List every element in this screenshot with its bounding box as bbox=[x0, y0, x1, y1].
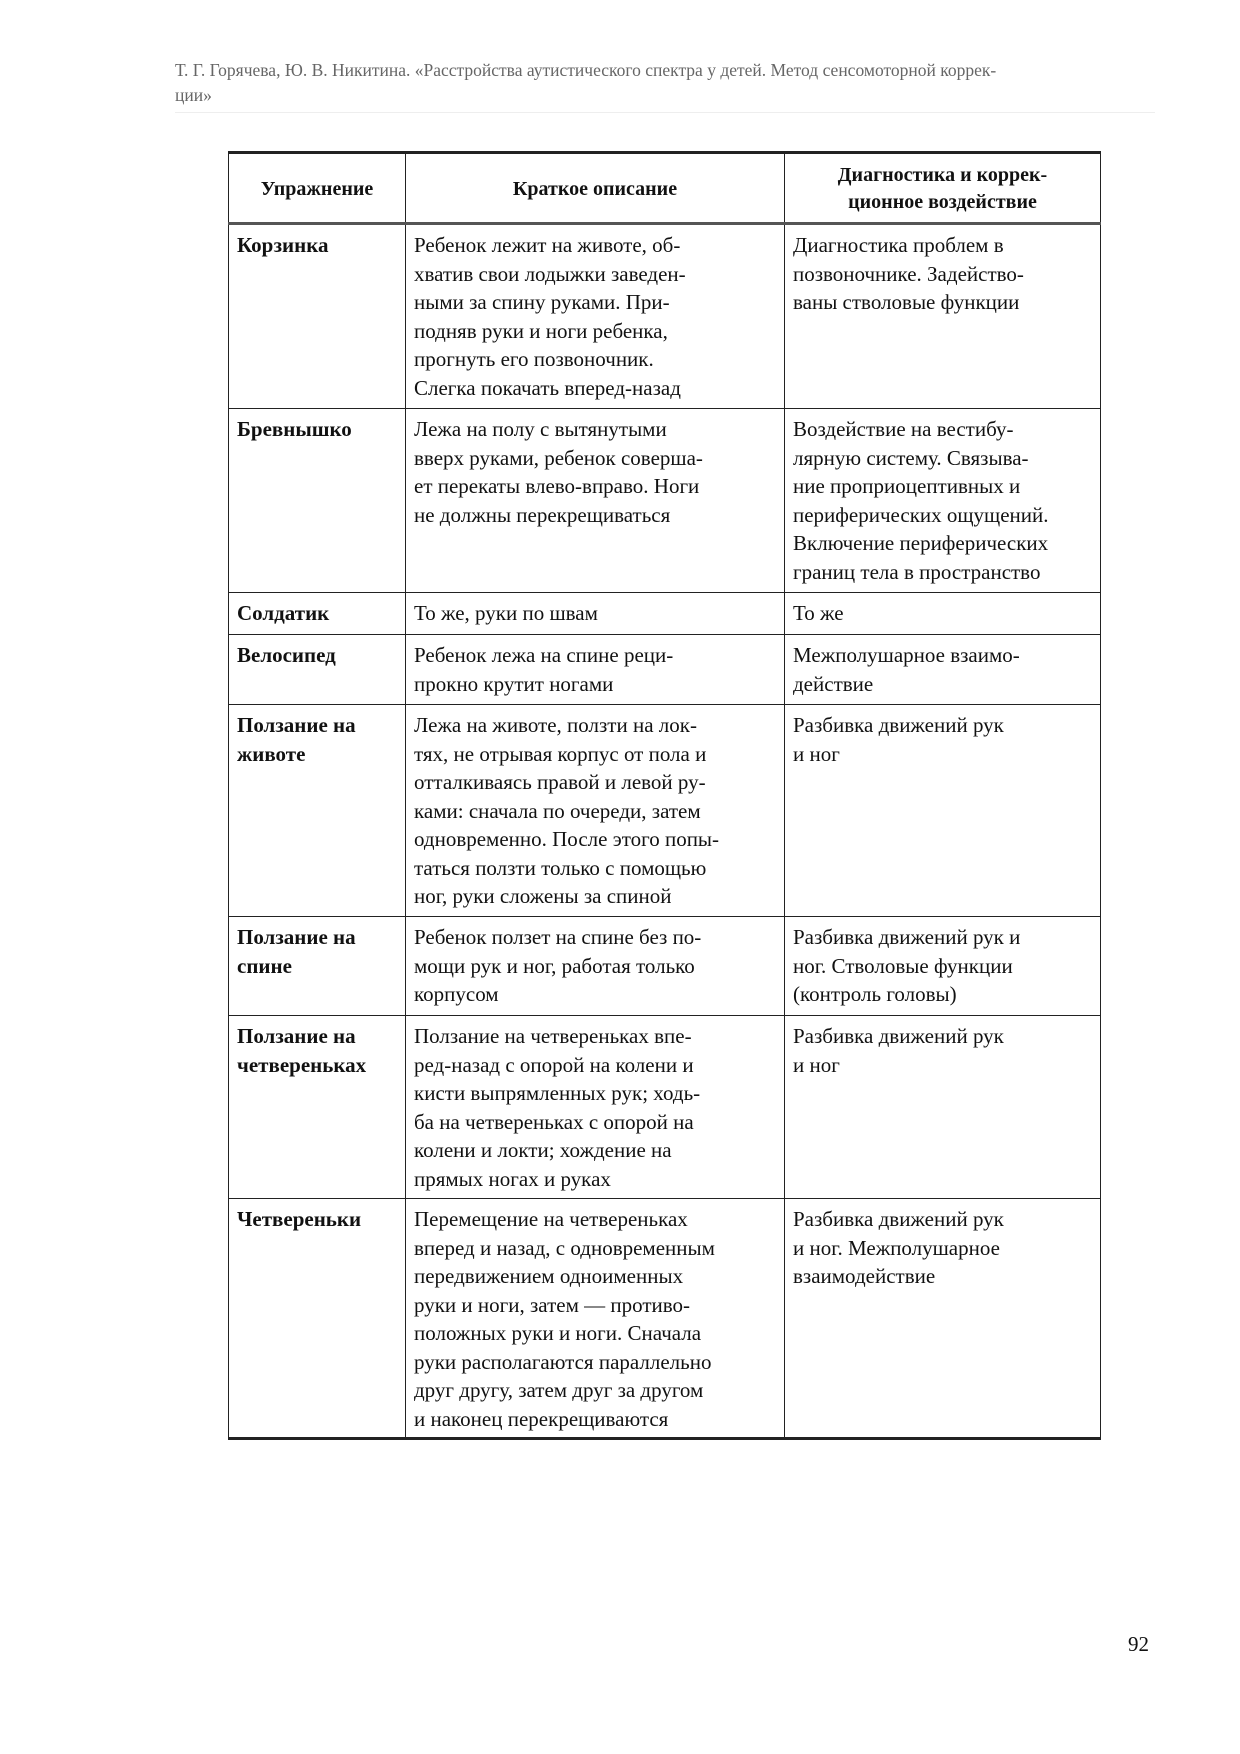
description-cell: Ребенок лежа на спине реци- прокно крутит ногами bbox=[406, 635, 785, 705]
exercise-name-cell: Солдатик bbox=[229, 593, 406, 635]
description-cell: Лежа на животе, ползти на лок- тях, не отрывая корпус от пола и отталкиваясь правой и левой ру- ками: сначала по очереди, затем одновременно. После этого попы- таться ползти только с помощью ног, руки сложены за спиной bbox=[406, 705, 785, 917]
table-row bbox=[229, 1199, 1101, 1439]
table-row bbox=[229, 1016, 1101, 1199]
exercise-name-cell: Бревнышко bbox=[229, 409, 406, 593]
exercise-name-cell: Велосипед bbox=[229, 635, 406, 705]
table-row bbox=[229, 705, 1101, 917]
header-divider bbox=[175, 112, 1155, 113]
exercise-table bbox=[228, 151, 1101, 1440]
table-row bbox=[229, 593, 1101, 635]
column-header-effect: Диагностика и коррек- ционное воздействие bbox=[785, 153, 1101, 224]
exercise-name-cell: Четвереньки bbox=[229, 1199, 406, 1439]
effect-cell: То же bbox=[785, 593, 1101, 635]
description-cell: Ползание на четвереньках впе- ред-назад с опорой на колени и кисти выпрямленных рук; ходь- ба на четвереньках с опорой на колени и локти; хождение на прямых ногах и руках bbox=[406, 1016, 785, 1199]
table-header-row bbox=[229, 153, 1101, 224]
table-row bbox=[229, 635, 1101, 705]
description-cell: Ребенок ползет на спине без по- мощи рук и ног, работая только корпусом bbox=[406, 917, 785, 1016]
effect-cell: Воздействие на вестибу- лярную систему. Связыва- ние проприоцептивных и периферических ощущений. Включение периферических границ тела в пространство bbox=[785, 409, 1101, 593]
effect-cell: Разбивка движений рук и ног bbox=[785, 705, 1101, 917]
description-cell: Ребенок лежит на животе, об- хватив свои лодыжки заведен- ными за спину руками. При- подняв руки и ноги ребенка, прогнуть его позвоночник. Слегка покачать вперед-назад bbox=[406, 224, 785, 409]
exercise-name-cell: Ползание на спине bbox=[229, 917, 406, 1016]
exercise-name-cell: Ползание на животе bbox=[229, 705, 406, 917]
description-cell: Лежа на полу с вытянутыми вверх руками, ребенок соверша- ет перекаты влево-вправо. Ноги не должны перекрещиваться bbox=[406, 409, 785, 593]
effect-cell: Разбивка движений рук и ног bbox=[785, 1016, 1101, 1199]
table-row bbox=[229, 917, 1101, 1016]
effect-cell: Диагностика проблем в позвоночнике. Задейство- ваны стволовые функции bbox=[785, 224, 1101, 409]
column-header-exercise: Упражнение bbox=[229, 153, 406, 224]
column-header-description: Краткое описание bbox=[406, 153, 785, 224]
effect-cell: Разбивка движений рук и ног. Межполушарное взаимодействие bbox=[785, 1199, 1101, 1439]
description-cell: То же, руки по швам bbox=[406, 593, 785, 635]
page-number: 92 bbox=[1128, 1632, 1149, 1656]
exercise-name-cell: Ползание на четвереньках bbox=[229, 1016, 406, 1199]
table-row bbox=[229, 224, 1101, 409]
effect-cell: Разбивка движений рук и ног. Стволовые функции (контроль головы) bbox=[785, 917, 1101, 1016]
description-cell: Перемещение на четвереньках вперед и назад, с одновременным передвижением одноименных руки и ноги, затем — противо- положных руки и ноги. Сначала руки располагаются параллельно друг другу, затем друг за другом и наконец перекрещиваются bbox=[406, 1199, 785, 1439]
table-row bbox=[229, 409, 1101, 593]
exercise-name-cell: Корзинка bbox=[229, 224, 406, 409]
running-header: Т. Г. Горячева, Ю. В. Никитина. «Расстройства аутистического спектра у детей. Метод сенсомоторной коррек- ции» bbox=[175, 60, 997, 105]
effect-cell: Межполушарное взаимо- действие bbox=[785, 635, 1101, 705]
